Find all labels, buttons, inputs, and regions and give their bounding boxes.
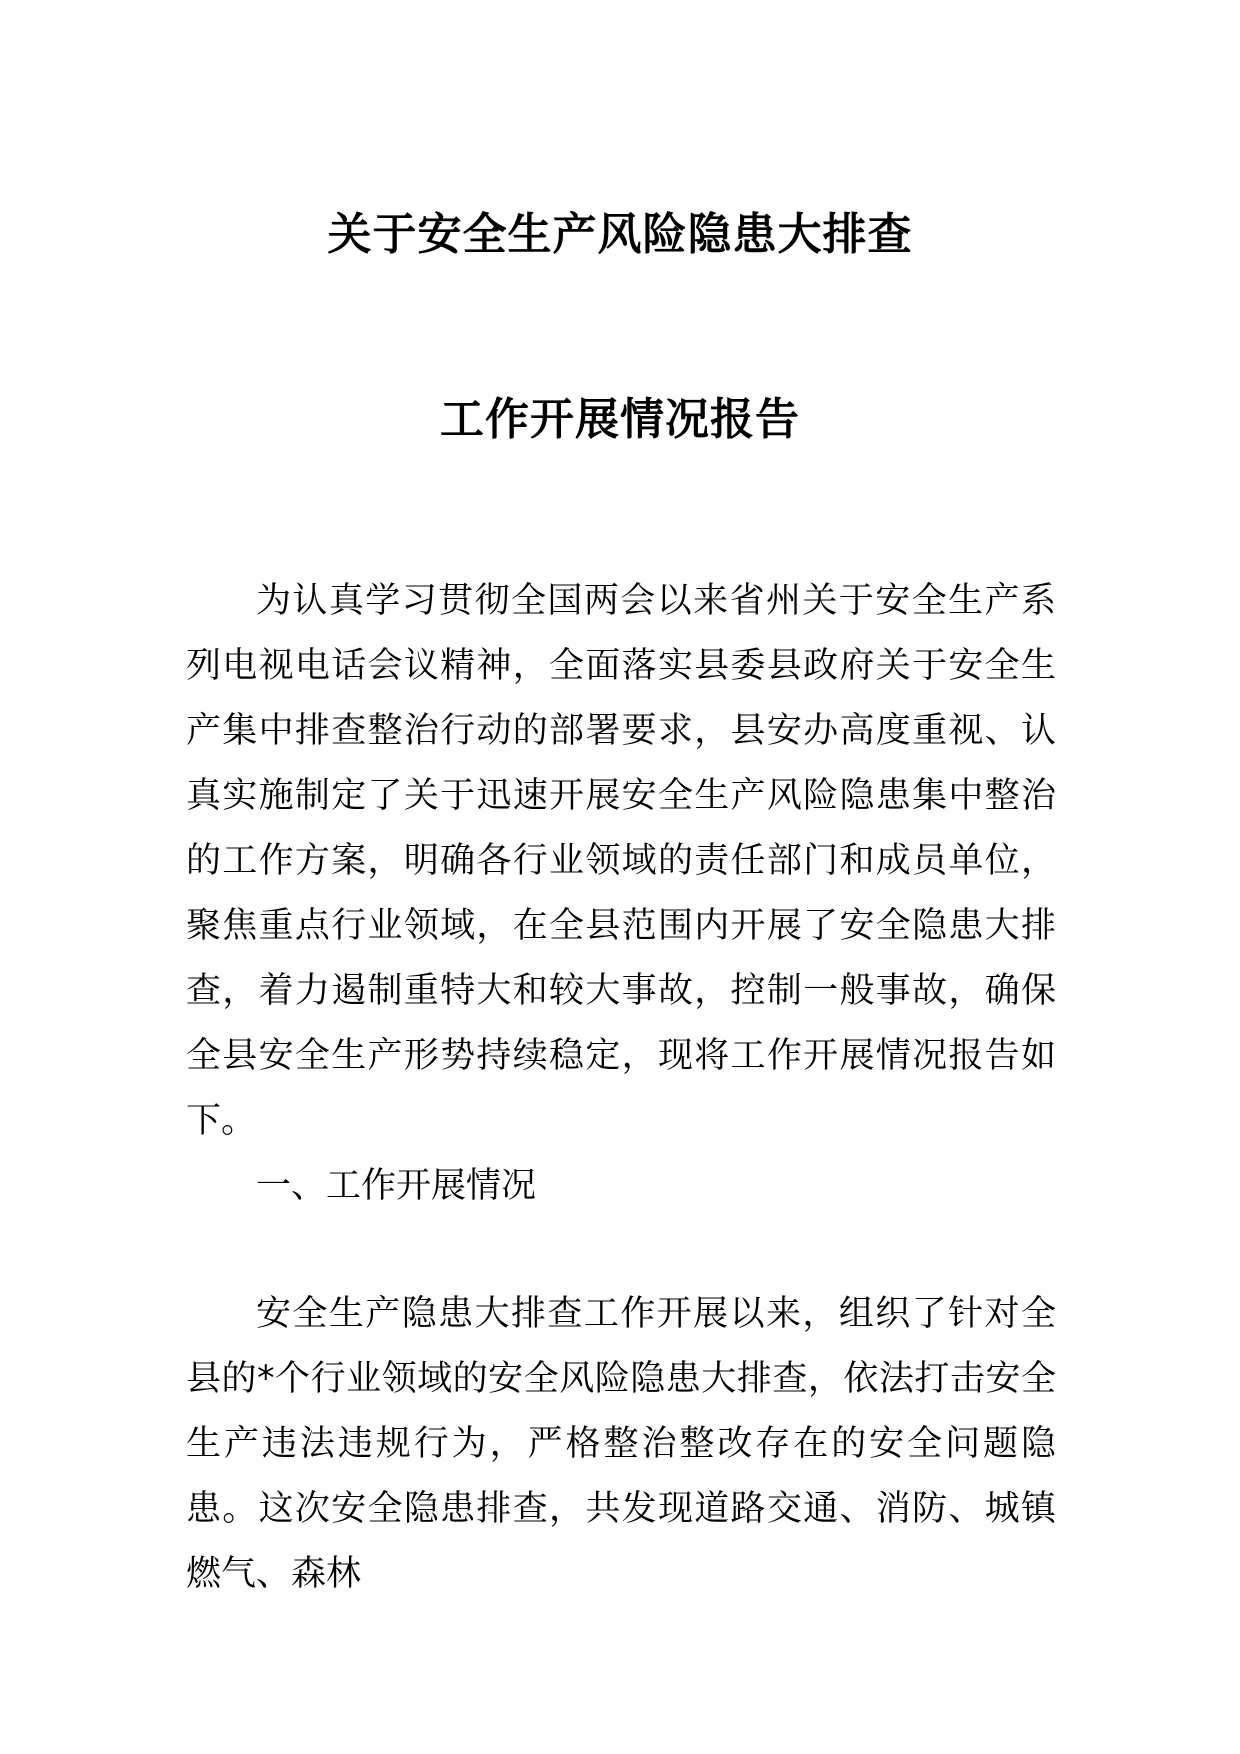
intro-paragraph: 为认真学习贯彻全国两会以来省州关于安全生产系列电视电话会议精神，全面落实县委县政府关于安全生产集中排查整治行动的部署要求，县安办高度重视、认真实施制定了关于迅速开展安全生产风险隐患集中整治的工作方案，明确各行业领域的责任部门和成员单位，聚焦重点行业领域，在全县范围内开展了安全隐患大排查，着力遏制重特大和较大事故，控制一般事故，确保全县安全生产形势持续稳定，现将工作开展情况报告如下。 bbox=[186, 581, 1056, 1141]
document-title-line-1: 关于安全生产风险隐患大排查 bbox=[327, 209, 913, 260]
document-title-line-2: 工作开展情况报告 bbox=[440, 394, 800, 445]
work-progress-paragraph: 安全生产隐患大排查工作开展以来，组织了针对全县的*个行业领域的安全风险隐患大排查，依法打击安全生产违法违规行为，严格整治整改存在的安全问题隐患。这次安全隐患排查，共发现道路交通、消防、城镇燃气、森林 bbox=[186, 1294, 1056, 1594]
section-heading-work-progress: 一、工作开展情况 bbox=[256, 1166, 537, 1206]
